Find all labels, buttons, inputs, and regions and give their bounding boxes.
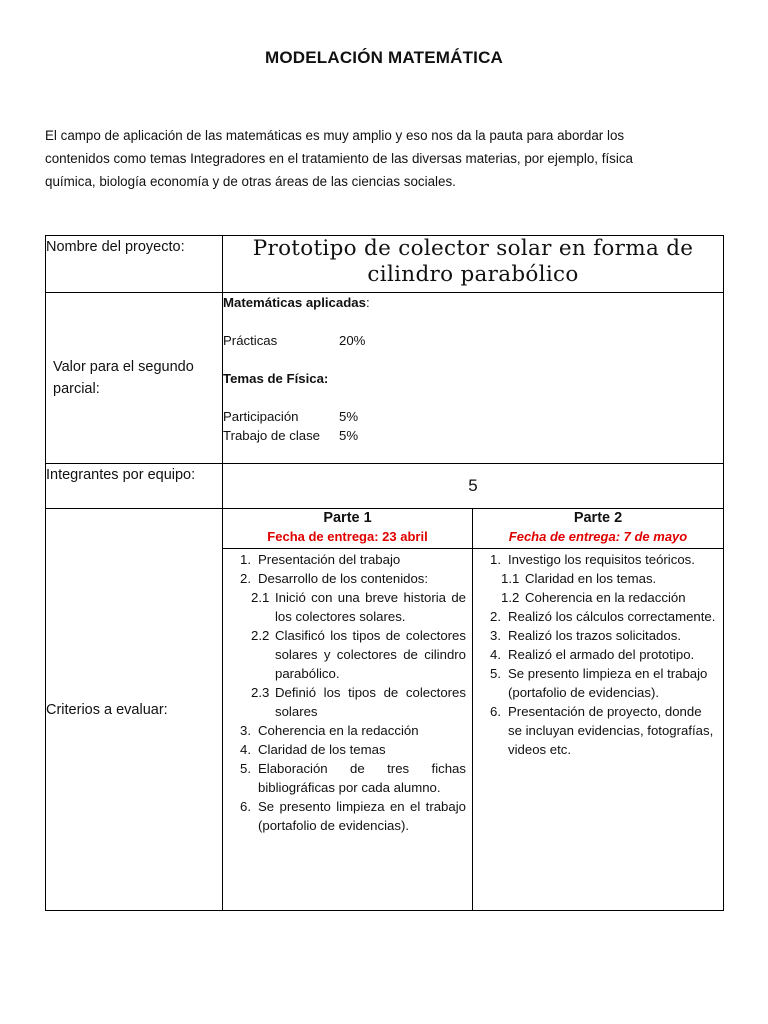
parte1-title: Parte 1 [323,510,372,526]
practicas-row [223,331,723,350]
intro-line: química, biología economía y de otras áreas de las ciencias sociales. [45,174,456,189]
mat-heading-line [223,293,723,312]
parte2-title: Parte 2 [573,510,623,526]
list-item: 2. Desarrollo de los contenidos: [240,571,429,586]
parte1-header [223,509,473,549]
list-item: 5. Elaboración de tres fichas bibliográficas por cada alumno. [240,761,466,795]
trabajo-value: 5% [339,428,359,443]
list-item: 2.3 Definió los tipos de colectores solares [251,685,466,719]
trabajo-label: Trabajo de clase [223,428,321,443]
fisica-heading: Temas de Física: [223,371,329,386]
participacion-label: Participación [223,409,299,424]
list-item: 2.1 Inició con una breve historia de los colectores solares. [251,590,466,624]
participacion-value: 5% [339,409,359,424]
integrantes-value: 5 [223,464,724,509]
mat-heading: Matemáticas aplicadas [223,295,366,310]
list-item: 6. Presentación de proyecto, donde se incluyan evidencias, fotografías, videos etc. [490,704,714,757]
integrantes-label: Integrantes por equipo: [46,464,223,509]
practicas-value: 20% [339,333,366,348]
parte2-header [473,509,724,549]
list-item: 5. Se presento limpieza en el trabajo (portafolio de evidencias). [490,666,708,700]
list-item: 4. Claridad de los temas [240,742,386,757]
document-title: MODELACIÓN MATEMÁTICA [264,48,504,67]
list-item: 3. Coherencia en la redacción [240,723,419,738]
intro-line: contenidos como temas Integradores en el tratamiento de las diversas materias, por ejemplo, física [45,151,633,166]
list-item: 6. Se presento limpieza en el trabajo (portafolio de evidencias). [240,799,466,833]
participacion-row [223,407,723,426]
valor-label: Valor para el segundo parcial: [46,293,223,464]
mat-colon: : [365,295,370,310]
list-item: 2.2 Clasificó los tipos de colectores solares y colectores de cilindro parabólico. [251,628,466,681]
project-name: Prototipo de colector solar en forma de cilindro parabólico [223,236,724,293]
list-item: 1.1 Claridad en los temas. [501,571,657,586]
parte1-due-date: Fecha de entrega: 23 abril [267,529,428,544]
nombre-label: Nombre del proyecto: [46,236,223,293]
valor-content [223,293,724,464]
list-item: 1. Presentación del trabajo [240,552,401,567]
parte2-due-date: Fecha de entrega: 7 de mayo [508,529,688,544]
project-table [45,235,724,911]
list-item: 1. Investigo los requisitos teóricos. [490,552,695,567]
intro-line: El campo de aplicación de las matemáticas es muy amplio y eso nos da la pauta para abordar los [45,128,625,143]
parte2-criteria [473,549,724,911]
trabajo-row [223,426,723,445]
intro-paragraph [45,124,725,193]
parte1-criteria [223,549,473,911]
practicas-label: Prácticas [223,333,278,348]
list-item: 3. Realizó los trazos solicitados. [490,628,681,643]
list-item: 2. Realizó los cálculos correctamente. [490,609,716,624]
criterios-label: Criterios a evaluar: [46,509,223,911]
list-item: 1.2 Coherencia en la redacción [501,590,686,605]
list-item: 4. Realizó el armado del prototipo. [490,647,695,662]
